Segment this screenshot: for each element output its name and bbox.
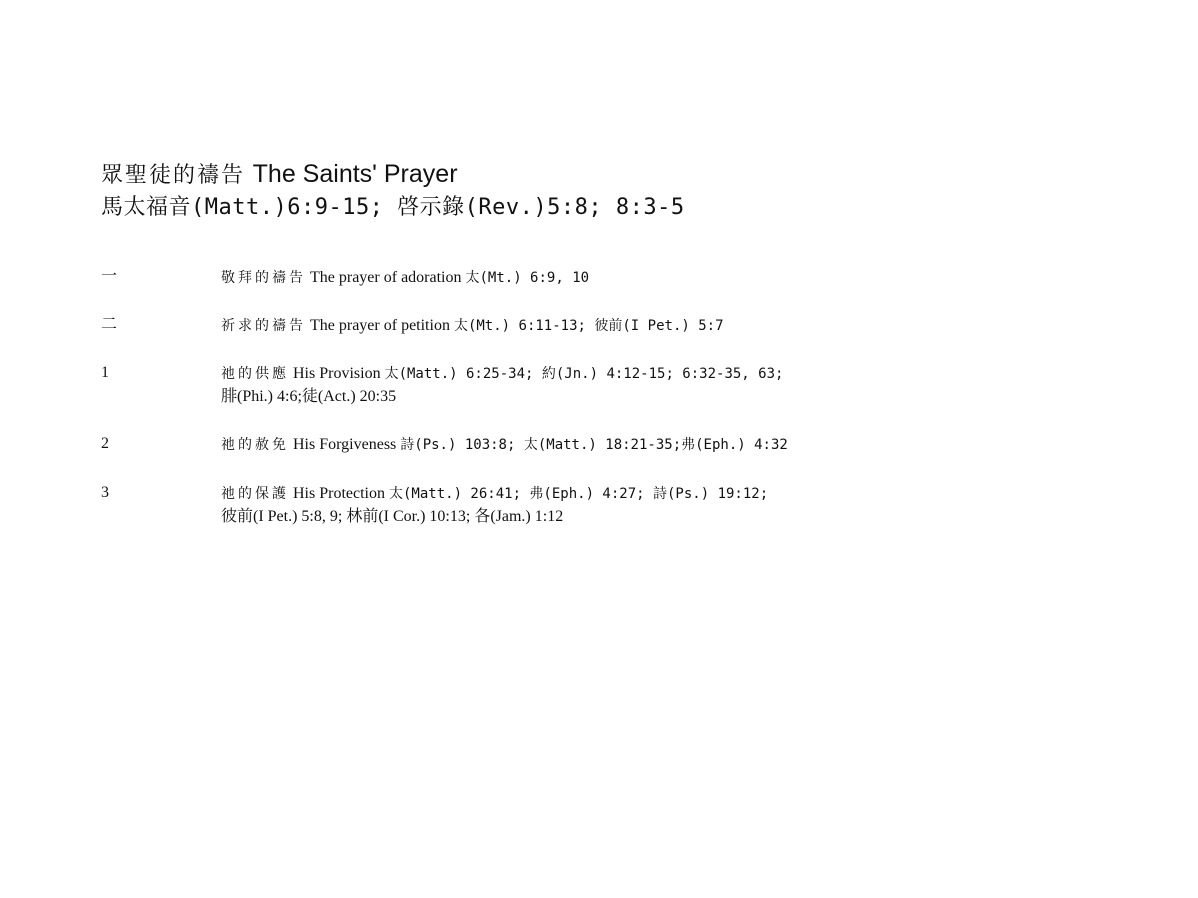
outline-refs: 太(Matt.) 26:41; 弗(Eph.) 4:27; 詩(Ps.) 19:12; bbox=[389, 486, 769, 502]
outline-refs: 太(Mt.) 6:9, 10 bbox=[465, 270, 590, 286]
outline-refs: 太(Mt.) 6:11-13; 彼前(I Pet.) 5:7 bbox=[453, 318, 724, 334]
outline-number: 二 bbox=[101, 316, 118, 333]
outline-number: 1 bbox=[101, 364, 109, 381]
prayer-outline bbox=[101, 266, 1101, 528]
outline-refs: 詩(Ps.) 103:8; 太(Matt.) 18:21-35;弗(Eph.) 4:32 bbox=[400, 437, 788, 453]
outline-item-provision bbox=[101, 362, 1101, 408]
outline-english: The prayer of petition bbox=[310, 317, 450, 334]
title-chinese: 眾聖徒的禱告 bbox=[101, 163, 246, 188]
outline-number: 3 bbox=[101, 484, 109, 501]
outline-item-petition bbox=[101, 314, 1101, 337]
outline-chinese: 祈求的禱告 bbox=[221, 318, 306, 334]
outline-chinese: 祂的供應 bbox=[221, 366, 289, 382]
outline-english: The prayer of adoration bbox=[310, 269, 462, 286]
outline-english: His Protection bbox=[293, 485, 385, 502]
outline-refs: 太(Matt.) 6:25-34; 約(Jn.) 4:12-15; 6:32-35, 63; bbox=[384, 366, 784, 382]
outline-item-adoration bbox=[101, 266, 1101, 289]
outline-item-protection bbox=[101, 482, 1101, 528]
page-title bbox=[101, 158, 458, 192]
outline-chinese: 祂的保護 bbox=[221, 486, 289, 502]
outline-chinese: 祂的赦免 bbox=[221, 437, 289, 453]
outline-chinese: 敬拜的禱告 bbox=[221, 270, 306, 286]
outline-english: His Forgiveness bbox=[293, 436, 397, 453]
outline-english: His Provision bbox=[293, 365, 381, 382]
scripture-subtitle: 馬太福音(Matt.)6:9-15; 啓示錄(Rev.)5:8; 8:3-5 bbox=[101, 195, 685, 220]
outline-number: 一 bbox=[101, 268, 118, 285]
outline-number: 2 bbox=[101, 435, 109, 452]
outline-refs-continued: 腓(Phi.) 4:6;徒(Act.) 20:35 bbox=[221, 388, 397, 405]
outline-refs-continued: 彼前(I Pet.) 5:8, 9; 林前(I Cor.) 10:13; 各(Jam.) 1:12 bbox=[221, 508, 564, 525]
outline-item-forgiveness bbox=[101, 433, 1101, 456]
title-english: The Saints' Prayer bbox=[252, 160, 458, 188]
